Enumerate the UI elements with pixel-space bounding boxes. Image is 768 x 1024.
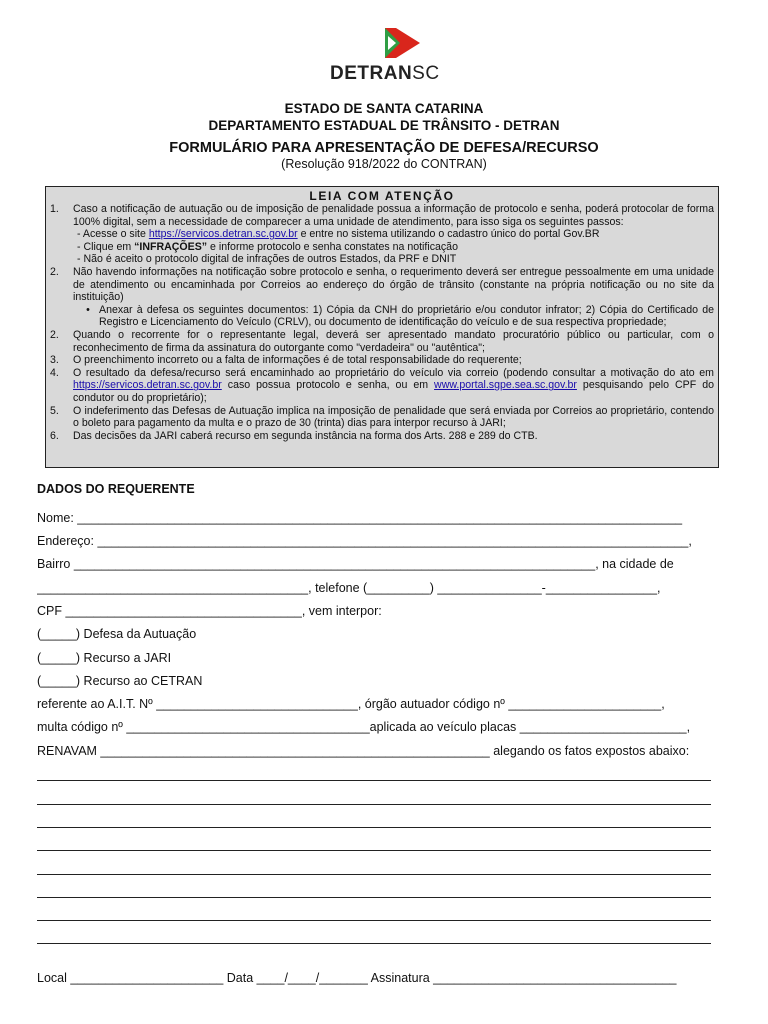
item-text: Não havendo informações na notificação sobre protocolo e senha, o requerimento deverá ser entregue pessoalmente em uma unidade de atendimento ou encaminhada por Correios ao endereço do órgão de trânsito (constante na própria notificação ou no site da instituição) bbox=[73, 265, 714, 304]
endereco-field[interactable]: Endereço: _____________________________________________________________________________________, bbox=[37, 534, 692, 548]
local-data-assinatura-field[interactable]: Local ______________________ Data ____/____/_______ Assinatura ___________________________________ bbox=[37, 971, 677, 985]
bullet-text: Anexar à defesa os seguintes documentos: 1) Cópia da CNH do proprietário e/ou condutor infrator; 2) Cópia do Certificado de Registro e Licenciamento do Veículo (CRLV), ou documento de identificação do veículo e de sua respectiva propriedade; bbox=[99, 303, 714, 329]
logo-brand-light: SC bbox=[412, 63, 440, 84]
facts-line[interactable] bbox=[37, 780, 711, 781]
logo-brand-bold: DETRAN bbox=[330, 63, 413, 84]
item-text-part: O resultado da defesa/recurso será encaminhado ao proprietário do veículo via correio (podendo consultar a motivação do ato em bbox=[73, 366, 714, 379]
cpf-field[interactable]: CPF __________________________________, vem interpor: bbox=[37, 604, 382, 618]
notice-step bbox=[50, 228, 714, 241]
cidade-telefone-field[interactable]: _______________________________________, telefone (_________) _______________-________________, bbox=[37, 581, 661, 595]
option-recurso-jari[interactable]: (_____) Recurso a JARI bbox=[37, 651, 172, 665]
multa-placas-field[interactable]: multa código nº ___________________________________aplicada ao veículo placas ________________________, bbox=[37, 720, 691, 734]
notice-item bbox=[50, 367, 714, 405]
item-text: Caso a notificação de autuação ou de imposição de penalidade possua a informação de protocolo e senha, poderá protocolar de forma 100% digital, sem a necessidade de comparecer a uma unidade de atendimento, para isso siga os seguintes passos: bbox=[73, 203, 714, 228]
facts-line[interactable] bbox=[37, 874, 711, 875]
bullet-icon: • bbox=[86, 303, 90, 316]
step-text: - Acesse o site bbox=[77, 228, 149, 241]
notice-step: - Não é aceito o protocolo digital de infrações de outros Estados, da PRF e DNIT bbox=[77, 253, 457, 266]
state-name: ESTADO DE SANTA CATARINA bbox=[284, 101, 484, 116]
notice-item bbox=[50, 430, 714, 443]
notice-bullet bbox=[50, 304, 714, 329]
nome-field[interactable]: Nome: _______________________________________________________________________________________ bbox=[37, 511, 683, 525]
item-number: 4. bbox=[50, 366, 59, 379]
renavam-field[interactable]: RENAVAM ________________________________________________________ alegando os fatos expostos abaixo: bbox=[37, 744, 690, 758]
ait-orgao-field[interactable]: referente ao A.I.T. Nº _____________________________, órgão autuador código nº ______________________, bbox=[37, 697, 665, 711]
servicos-link[interactable]: https://servicos.detran.sc.gov.br bbox=[73, 379, 222, 392]
step-text: e informe protocolo e senha constates na notificação bbox=[207, 240, 458, 253]
section-title: DADOS DO REQUERENTE bbox=[37, 482, 195, 496]
notice-item bbox=[50, 266, 714, 304]
notice-body bbox=[50, 203, 714, 442]
servicos-link[interactable]: https://servicos.detran.sc.gov.br bbox=[148, 228, 298, 241]
notice-item bbox=[50, 405, 714, 430]
item-text: O preenchimento incorreto ou a falta de informações é de total responsabilidade do requerente; bbox=[73, 354, 522, 367]
notice-item bbox=[50, 354, 714, 367]
facts-line[interactable] bbox=[37, 943, 711, 944]
item-number: 5. bbox=[50, 404, 59, 417]
facts-line[interactable] bbox=[37, 850, 711, 851]
notice-item bbox=[50, 329, 714, 354]
detran-sc-logo bbox=[330, 27, 475, 87]
bairro-field[interactable]: Bairro ___________________________________________________________________________, na cidade de bbox=[37, 557, 674, 571]
item-number: 6. bbox=[50, 429, 59, 442]
step-text: e entre no sistema utilizando o cadastro único do portal Gov.BR bbox=[297, 228, 600, 241]
notice-step bbox=[50, 241, 714, 254]
detran-arrow-icon bbox=[330, 27, 475, 63]
logo-wordmark bbox=[330, 63, 440, 85]
form-subtitle: (Resolução 918/2022 do CONTRAN) bbox=[281, 157, 487, 171]
notice-title: LEIA COM ATENÇÃO bbox=[309, 189, 455, 203]
item-text: O indeferimento das Defesas de Autuação implica na imposição de penalidade que será enviada por Correios ao proprietário, contendo o boleto para pagamento da multa e o prazo de 30 (trinta) dias para interpor recurso à JARI; bbox=[73, 404, 714, 430]
department-name: DEPARTAMENTO ESTADUAL DE TRÂNSITO - DETRAN bbox=[208, 118, 560, 133]
facts-line[interactable] bbox=[37, 804, 711, 805]
facts-line[interactable] bbox=[37, 827, 711, 828]
infracoes-label: “INFRAÇÕES” bbox=[134, 240, 208, 253]
step-text: - Clique em bbox=[77, 240, 135, 253]
item-number: 2. bbox=[50, 265, 59, 278]
item-number: 2. bbox=[50, 328, 59, 341]
item-text: Das decisões da JARI caberá recurso em segunda instância na forma dos Arts. 288 e 289 do CTB. bbox=[73, 429, 538, 442]
facts-line[interactable] bbox=[37, 897, 711, 898]
item-text-part: caso possua protocolo e senha, ou em bbox=[221, 379, 435, 392]
item-text: Quando o recorrente for o representante legal, deverá ser apresentado mandato procuratório público ou particular, com o reconhecimento de firma da assinatura do outorgante como "verdadeira" ou "autêntica"; bbox=[73, 328, 714, 354]
form-title: FORMULÁRIO PARA APRESENTAÇÃO DE DEFESA/RECURSO bbox=[169, 140, 599, 156]
option-defesa-autuacao[interactable]: (_____) Defesa da Autuação bbox=[37, 627, 197, 641]
notice-item bbox=[50, 203, 714, 228]
facts-line[interactable] bbox=[37, 920, 711, 921]
option-recurso-cetran[interactable]: (_____) Recurso ao CETRAN bbox=[37, 674, 203, 688]
item-number: 3. bbox=[50, 354, 59, 367]
item-text-part: pesquisando pelo CPF do condutor ou do proprietário); bbox=[73, 379, 714, 404]
item-number: 1. bbox=[50, 203, 59, 215]
sgpe-portal-link[interactable]: www.portal.sgpe.sea.sc.gov.br bbox=[434, 379, 577, 392]
notice-box bbox=[45, 186, 719, 468]
item-text bbox=[73, 367, 714, 405]
